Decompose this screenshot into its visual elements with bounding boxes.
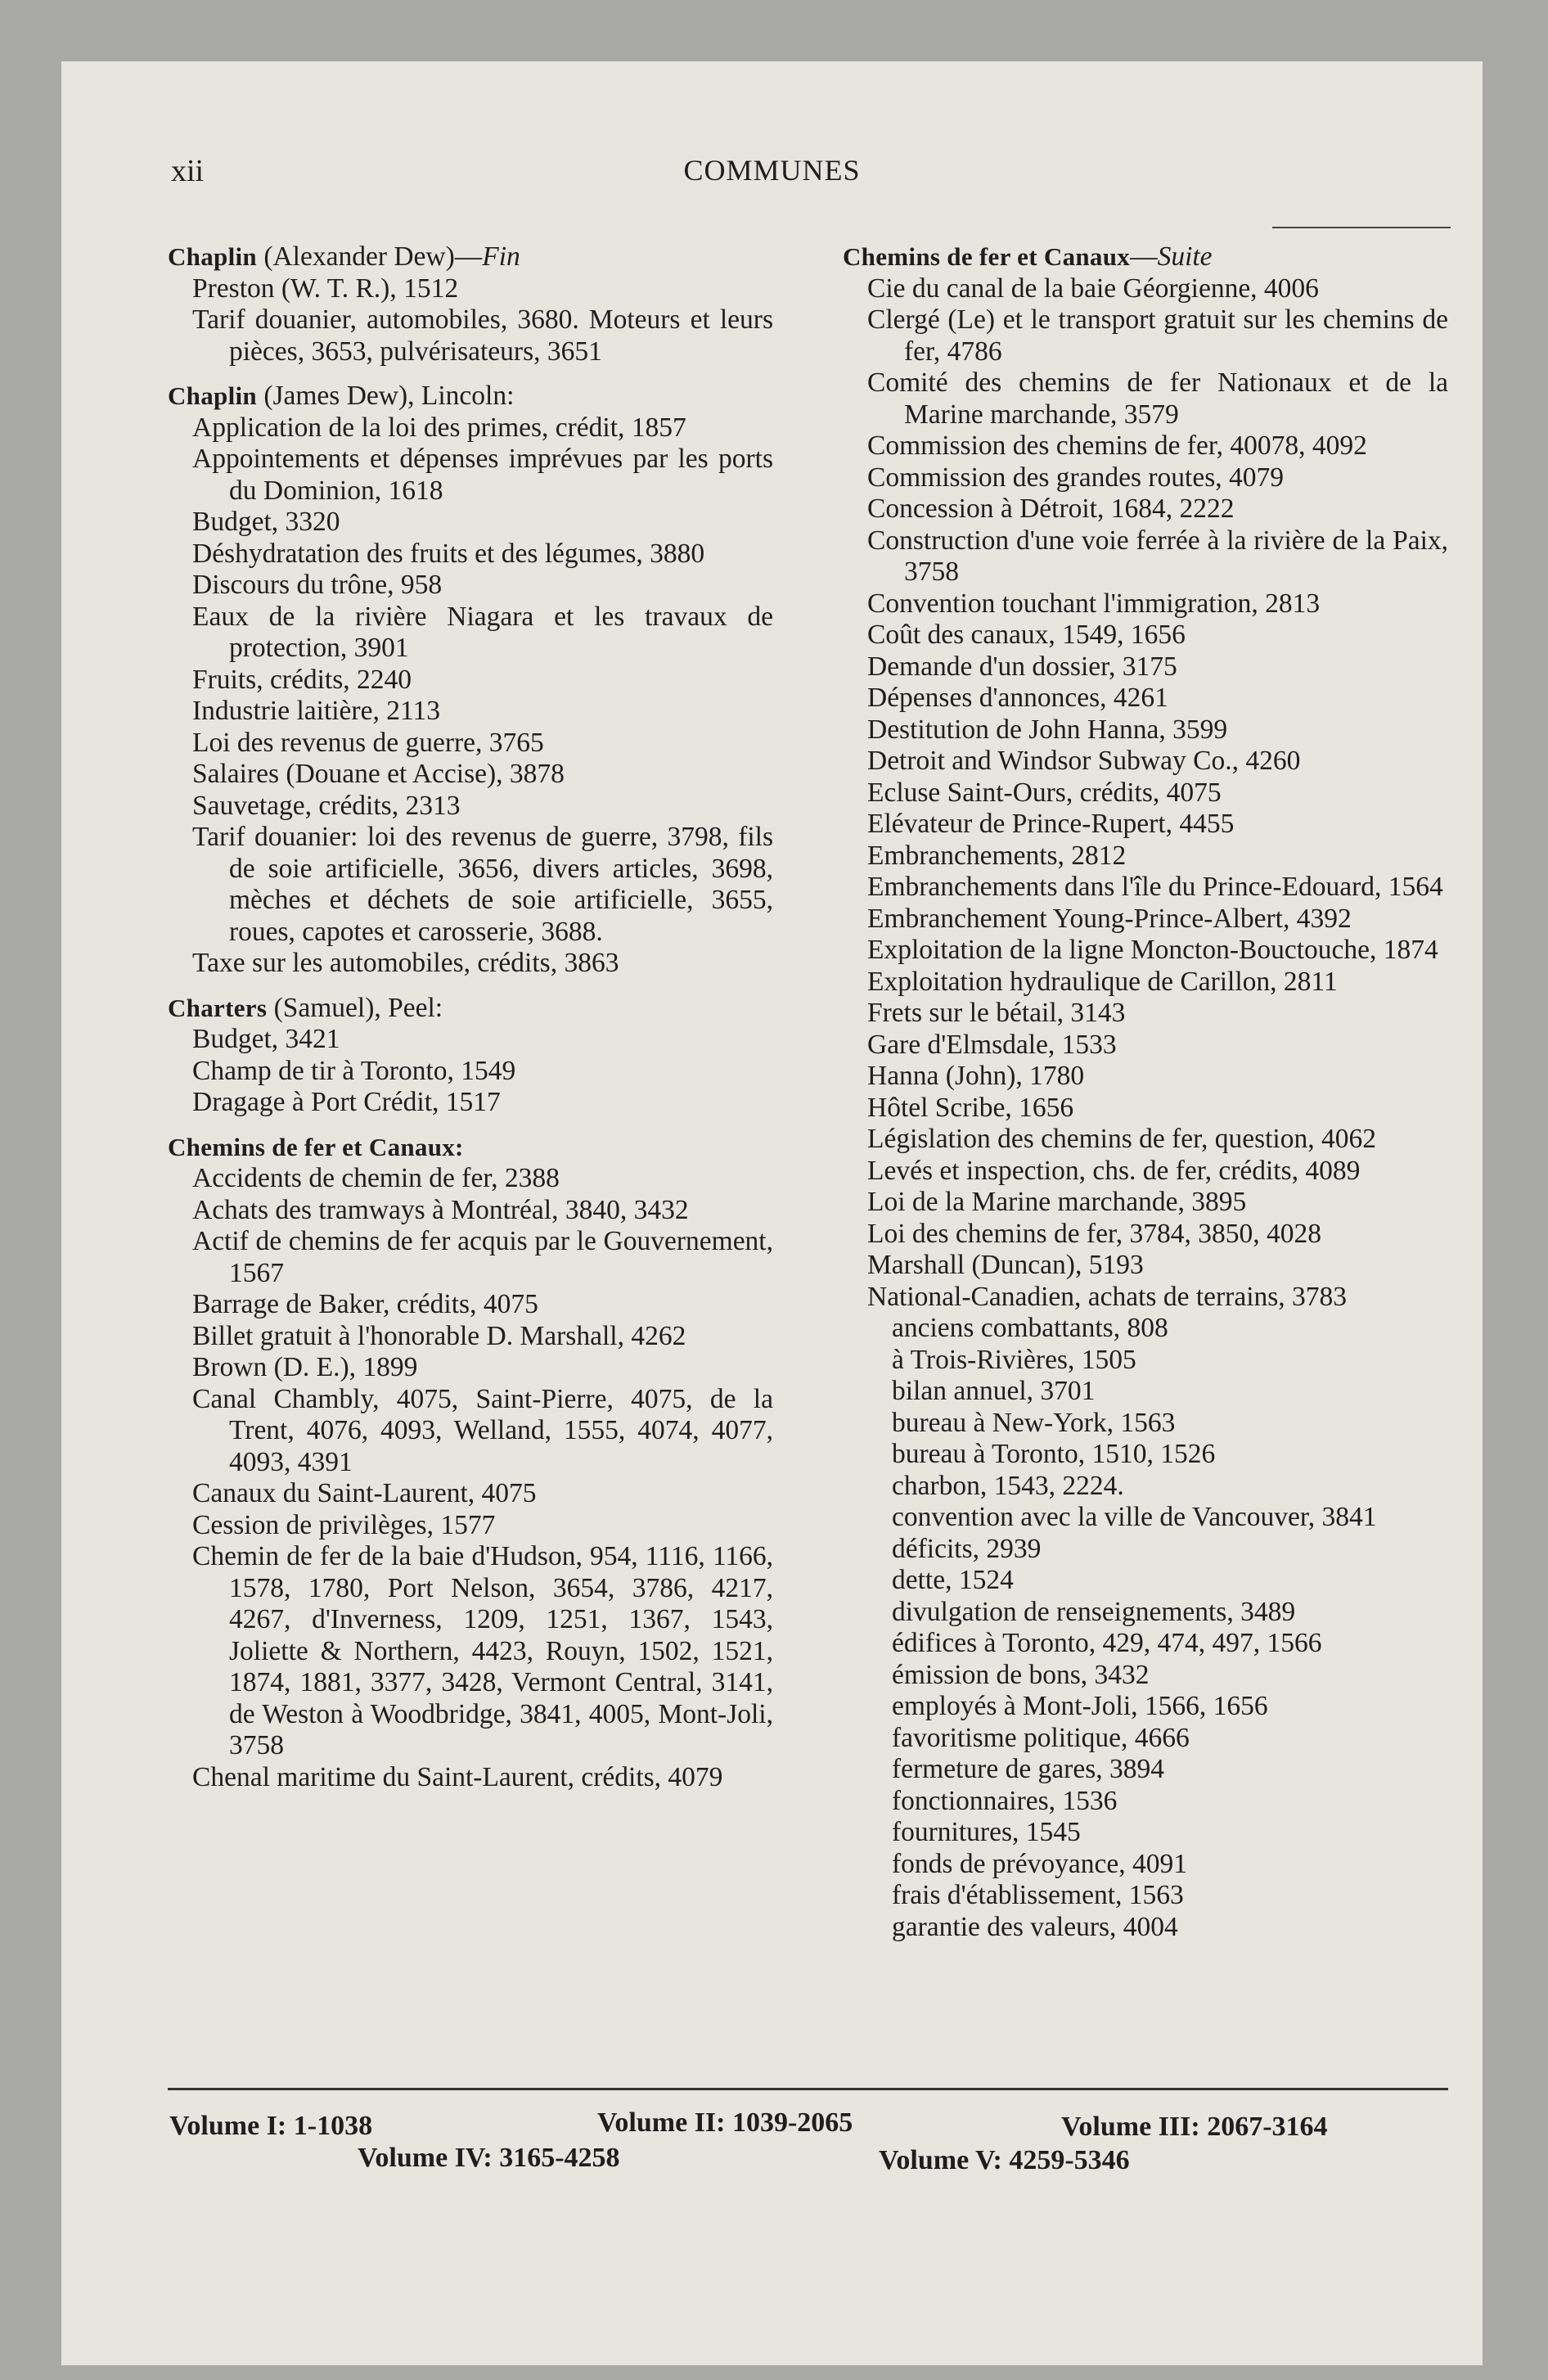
- index-subitem: charbon, 1543, 2224.: [892, 1470, 1124, 1501]
- index-subitem: fermeture de gares, 3894: [892, 1754, 1164, 1784]
- index-item: Loi des revenus de guerre, 3765: [192, 727, 544, 758]
- index-item: Loi de la Marine marchande, 3895: [867, 1187, 1247, 1217]
- page-header: [61, 153, 1483, 202]
- entry-heading: [168, 993, 773, 1025]
- index-subitem: bureau à Toronto, 1510, 1526: [892, 1439, 1216, 1469]
- index-item: Brown (D. E.), 1899: [192, 1352, 418, 1382]
- index-subitem: divulgation de renseignements, 3489: [892, 1596, 1296, 1627]
- index-item: Exploitation hydraulique de Carillon, 2811: [867, 966, 1338, 997]
- heading-rest: (Samuel), Peel:: [267, 992, 443, 1023]
- index-item: Dragage à Port Crédit, 1517: [192, 1087, 501, 1117]
- index-subitem: fonds de prévoyance, 4091: [892, 1848, 1187, 1879]
- index-item: Comité des chemins de fer Nationaux et de la Marine marchande, 3579: [867, 367, 1448, 430]
- index-item: Embranchement Young-Prince-Albert, 4392: [867, 903, 1352, 934]
- index-page: [61, 61, 1483, 2365]
- index-item: Budget, 3320: [192, 507, 340, 537]
- index-item: Cession de privilèges, 1577: [192, 1509, 496, 1540]
- index-subitem: fonctionnaires, 1536: [892, 1785, 1118, 1816]
- heading-rest: (Alexander Dew)—: [256, 241, 483, 272]
- index-item: Barrage de Baker, crédits, 4075: [192, 1289, 538, 1319]
- right-subitems: [843, 1313, 1448, 1943]
- index-item: Levés et inspection, chs. de fer, crédits, 4089: [867, 1155, 1361, 1186]
- heading-rest: (James Dew), Lincoln:: [256, 381, 515, 411]
- heading-rest: —: [1130, 241, 1158, 272]
- index-item: Demande d'un dossier, 3175: [867, 651, 1177, 682]
- heading-name: Chemins de fer et Canaux: [843, 242, 1131, 271]
- index-item: Industrie laitière, 2113: [192, 696, 440, 726]
- index-item: Salaires (Douane et Accise), 3878: [192, 759, 565, 789]
- index-item: Canal Chambly, 4075, Saint-Pierre, 4075, de la Trent, 4076, 4093, Welland, 1555, 4074, 4077, 4093, 4391: [192, 1383, 773, 1477]
- index-item: National-Canadien, achats de terrains, 3783: [867, 1281, 1348, 1312]
- right-items: [843, 273, 1448, 1314]
- heading-name: Charters: [168, 993, 268, 1022]
- heading-continuation: Suite: [1157, 241, 1213, 272]
- index-item: Dépenses d'annonces, 4261: [867, 683, 1168, 713]
- index-item: Chenal maritime du Saint-Laurent, crédits, 4079: [192, 1761, 723, 1792]
- index-item: Hôtel Scribe, 1656: [867, 1092, 1074, 1123]
- index-item: Appointements et dépenses imprévues par les ports du Dominion, 1618: [192, 444, 773, 506]
- entry-heading: [168, 381, 773, 412]
- entry-heading: [168, 1132, 773, 1164]
- index-item: Discours du trône, 958: [192, 570, 443, 600]
- volume-2-range: Volume II: 1039-2065: [597, 2107, 853, 2138]
- index-subitem: déficits, 2939: [892, 1533, 1042, 1564]
- index-item: Déshydratation des fruits et des légumes, 3880: [192, 538, 705, 569]
- left-column: [168, 232, 773, 1793]
- index-item: Actif de chemins de fer acquis par le Gouvernement, 1567: [192, 1226, 773, 1288]
- page-number: xii: [171, 154, 205, 188]
- entry-heading: [843, 241, 1448, 273]
- index-item: Frets sur le bétail, 3143: [867, 998, 1126, 1028]
- index-item: Coût des canaux, 1549, 1656: [867, 620, 1186, 650]
- heading-name: Chemins de fer et Canaux:: [168, 1132, 464, 1161]
- index-subitem: émission de bons, 3432: [892, 1659, 1150, 1690]
- running-head: COMMUNES: [683, 154, 861, 187]
- index-item: Preston (W. T. R.), 1512: [192, 273, 459, 304]
- index-item: Destitution de John Hanna, 3599: [867, 714, 1228, 745]
- index-item: Taxe sur les automobiles, crédits, 3863: [192, 948, 619, 978]
- index-item: Cie du canal de la baie Géorgienne, 4006: [867, 273, 1319, 304]
- index-item: Embranchements dans l'île du Prince-Edouard, 1564: [867, 872, 1443, 902]
- index-subitem: convention avec la ville de Vancouver, 3841: [892, 1502, 1377, 1532]
- index-item: Budget, 3421: [192, 1024, 340, 1054]
- index-item: Exploitation de la ligne Moncton-Bouctouche, 1874: [867, 935, 1438, 965]
- index-item: Commission des chemins de fer, 40078, 4092: [867, 430, 1367, 461]
- index-item: Accidents de chemin de fer, 2388: [192, 1163, 560, 1193]
- index-item: Champ de tir à Toronto, 1549: [192, 1055, 516, 1086]
- heading-continuation: Fin: [482, 241, 520, 272]
- entry-heading: [168, 241, 773, 273]
- index-item: Tarif douanier: loi des revenus de guerre, 3798, fils de soie artificielle, 3656, divers articles, 3698, mèches et déchets de soie artificielle, 3655, roues, capotes et carosserie, 3688.: [192, 822, 773, 947]
- index-item: Loi des chemins de fer, 3784, 3850, 4028: [867, 1218, 1322, 1249]
- index-subitem: édifices à Toronto, 429, 474, 497, 1566: [892, 1628, 1322, 1658]
- index-item: Concession à Détroit, 1684, 2222: [867, 494, 1235, 524]
- index-item: Tarif douanier, automobiles, 3680. Moteurs et leurs pièces, 3653, pulvérisateurs, 3651: [192, 304, 773, 367]
- index-subitem: bureau à New-York, 1563: [892, 1407, 1176, 1438]
- index-subitem: employés à Mont-Joli, 1566, 1656: [892, 1691, 1268, 1721]
- index-item: Application de la loi des primes, crédit, 1857: [192, 412, 686, 443]
- index-subitem: bilan annuel, 3701: [892, 1376, 1096, 1406]
- index-item: Fruits, crédits, 2240: [192, 664, 412, 695]
- index-item: Detroit and Windsor Subway Co., 4260: [867, 746, 1301, 776]
- index-subitem: anciens combattants, 808: [892, 1313, 1168, 1343]
- index-item: Embranchements, 2812: [867, 840, 1127, 871]
- index-item: Billet gratuit à l'honorable D. Marshall, 4262: [192, 1320, 686, 1351]
- index-item: Chemin de fer de la baie d'Hudson, 954, 1116, 1166, 1578, 1780, Port Nelson, 3654, 3786, 4217, 4267, d'Inverness, 1209, 1251, 1367, 1543, Joliette & Northern, 4423, Rouyn, 1502, 1521, 1874, 1881, 3377, 3428, Vermont Central, 3141, de Weston à Woodbridge, 3841, 4005, Mont-Joli, 3758: [192, 1541, 773, 1760]
- index-subitem: fournitures, 1545: [892, 1817, 1081, 1847]
- index-subitem: à Trois-Rivières, 1505: [892, 1344, 1136, 1375]
- header-rule: [1272, 227, 1451, 228]
- index-subitem: garantie des valeurs, 4004: [892, 1911, 1178, 1942]
- index-item: Eaux de la rivière Niagara et les travaux de protection, 3901: [192, 601, 773, 663]
- heading-name: Chaplin: [168, 381, 257, 410]
- index-subitem: frais d'établissement, 1563: [892, 1880, 1184, 1910]
- index-item: Commission des grandes routes, 4079: [867, 462, 1284, 493]
- index-item: Canaux du Saint-Laurent, 4075: [192, 1478, 537, 1508]
- index-item: Construction d'une voie ferrée à la rivière de la Paix, 3758: [867, 525, 1448, 587]
- index-item: Convention touchant l'immigration, 2813: [867, 588, 1321, 619]
- index-item: Ecluse Saint-Ours, crédits, 4075: [867, 777, 1222, 808]
- volume-1-range: Volume I: 1-1038: [169, 2111, 373, 2141]
- index-subitem: favoritisme politique, 4666: [892, 1722, 1190, 1753]
- index-item: Elévateur de Prince-Rupert, 4455: [867, 809, 1235, 839]
- index-item: Clergé (Le) et le transport gratuit sur les chemins de fer, 4786: [867, 304, 1448, 367]
- index-item: Marshall (Duncan), 5193: [867, 1250, 1144, 1280]
- volume-4-range: Volume IV: 3165-4258: [358, 2143, 620, 2173]
- volume-3-range: Volume III: 2067-3164: [1061, 2112, 1328, 2142]
- heading-name: Chaplin: [168, 242, 257, 271]
- index-subitem: dette, 1524: [892, 1565, 1014, 1595]
- right-column: [843, 232, 1448, 1943]
- volume-5-range: Volume V: 4259-5346: [879, 2145, 1130, 2175]
- index-item: Gare d'Elmsdale, 1533: [867, 1029, 1117, 1060]
- index-item: Achats des tramways à Montréal, 3840, 3432: [192, 1194, 689, 1225]
- footer-rule: [168, 2088, 1448, 2090]
- index-item: Sauvetage, crédits, 2313: [192, 790, 461, 821]
- index-item: Hanna (John), 1780: [867, 1061, 1085, 1091]
- index-item: Législation des chemins de fer, question, 4062: [867, 1124, 1376, 1154]
